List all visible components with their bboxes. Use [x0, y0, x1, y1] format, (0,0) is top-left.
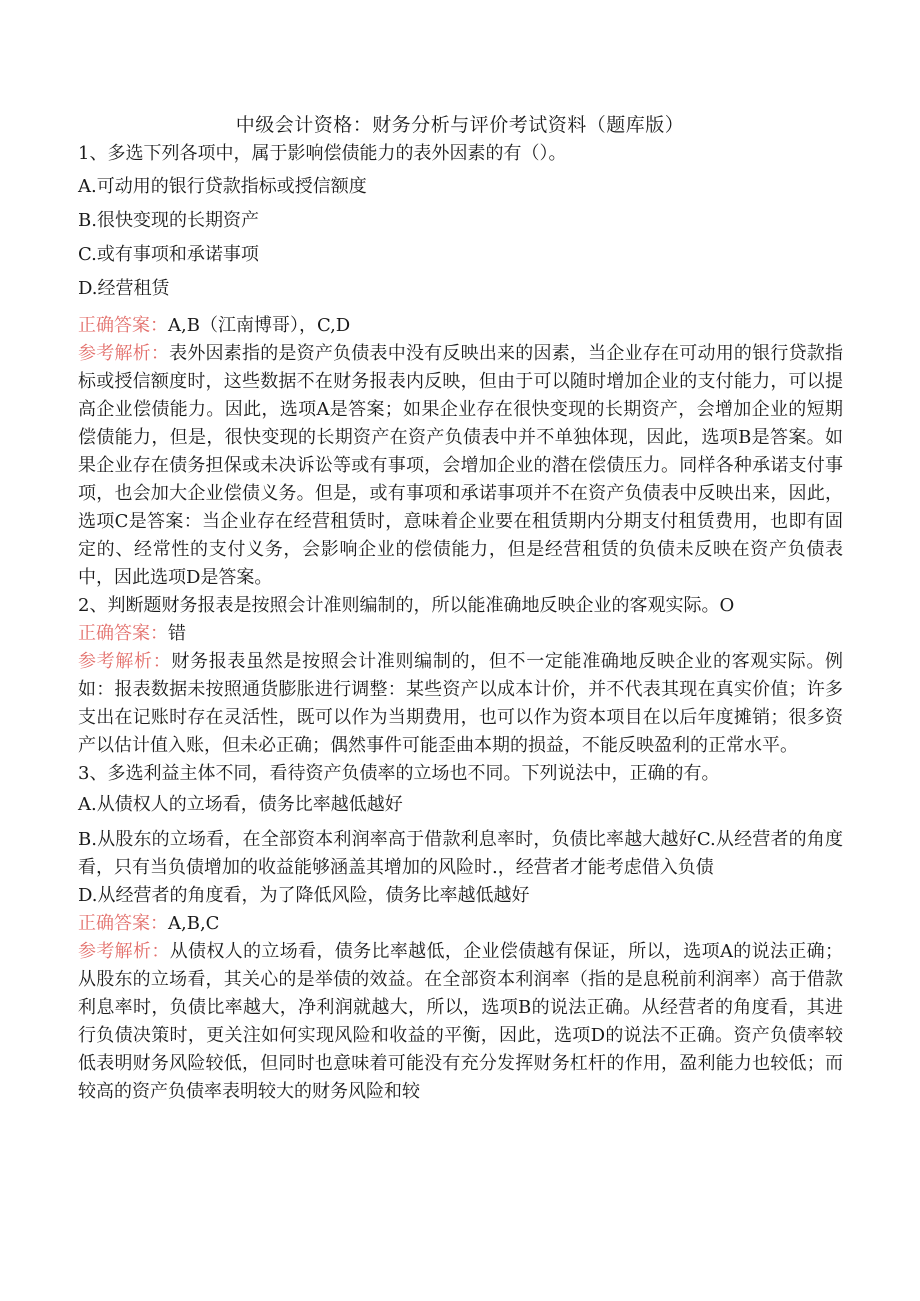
- question-1-option-b: B.很快变现的长期资产: [78, 210, 259, 231]
- explanation-label: 参考解析：: [78, 343, 170, 364]
- question-3-stem: 3、多选利益主体不同，看待资产负债率的立场也不同。下列说法中，正确的有。: [78, 763, 720, 784]
- explanation-label: 参考解析：: [78, 651, 172, 672]
- explanation-label: 参考解析：: [78, 941, 170, 962]
- document-body: [78, 140, 843, 1106]
- question-3-answer: [78, 910, 843, 938]
- explanation-text: 财务报表虽然是按照会计准则编制的，但不一定能准确地反映企业的客观实际。例如：报表数据未按照通货膨胀进行调整：某些资产以成本计价，并不代表其现在真实价值；许多支出在记账时存在灵活性，既可以作为当期费用，也可以作为资本项目在以后年度摊销；很多资产以估计值入账，但未必正确；偶然事件可能歪曲本期的损益，不能反映盈利的正常水平。: [78, 651, 843, 756]
- answer-label: 正确答案：: [78, 315, 168, 336]
- answer-value: 错: [168, 623, 186, 644]
- answer-label: 正确答案：: [78, 913, 168, 934]
- question-1-option-a: A.可动用的银行贷款指标或授信额度: [78, 176, 367, 197]
- question-1-answer: [78, 312, 843, 340]
- explanation-text: 表外因素指的是资产负债表中没有反映出来的因素，当企业存在可动用的银行贷款指标或授信额度时，这些数据不在财务报表内反映，但由于可以随时增加企业的支付能力，可以提高企业偿债能力。因此，选项A是答案；如果企业存在很快变现的长期资产，会增加企业的短期偿债能力，但是，很快变现的长期资产在资产负债表中并不单独体现，因此，选项B是答案。如果企业存在债务担保或未决诉讼等或有事项，会增加企业的潜在偿债压力。同样各种承诺支付事项，也会加大企业偿债义务。但是，或有事项和承诺事项并不在资产负债表中反映出来，因此，选项C是答案：当企业存在经营租赁时，意味着企业要在租赁期内分期支付租赁费用，也即有固定的、经常性的支付义务，会影响企业的偿债能力，但是经营租赁的负债未反映在资产负债表中，因此选项D是答案。: [78, 343, 844, 588]
- answer-label: 正确答案：: [78, 623, 168, 644]
- question-1-option-d: D.经营租赁: [78, 278, 170, 299]
- question-1-explanation: [78, 340, 843, 592]
- question-2-stem: 2、判断题财务报表是按照会计准则编制的，所以能准确地反映企业的客观实际。O: [78, 595, 735, 616]
- question-3-option-a: A.从债权人的立场看，债务比率越低越好: [78, 794, 403, 815]
- question-3-option-d: D.从经营者的角度看，为了降低风险，债务比率越低越好: [78, 885, 530, 906]
- document-title: 中级会计资格：财务分析与评价考试资料（题库版）: [235, 114, 685, 136]
- question-1-stem: 1、多选下列各项中，属于影响偿债能力的表外因素的有（）。: [78, 143, 567, 164]
- question-3-option-bc: B.从股东的立场看，在全部资本利润率高于借款利息率时，负债比率越大越好C.从经营者的角度看，只有当负债增加的收益能够涵盖其增加的风险时.，经营者才能考虑借入负债: [78, 829, 843, 878]
- question-1-option-c: C.或有事项和承诺事项: [78, 244, 259, 265]
- question-3-explanation: [78, 938, 843, 1106]
- question-2-explanation: [78, 648, 843, 760]
- question-2-answer: [78, 620, 843, 648]
- answer-value: A,B,C: [168, 913, 220, 934]
- explanation-text: 从债权人的立场看，债务比率越低，企业偿债越有保证，所以，选项A的说法正确；从股东的立场看，其关心的是举债的效益。在全部资本利润率（指的是息税前利润率）高于借款利息率时，负债比率越大，净利润就越大，所以，选项B的说法正确。从经营者的角度看，其进行负债决策时，更关注如何实现风险和收益的平衡，因此，选项D的说法不正确。资产负债率较低表明财务风险较低，但同时也意味着可能没有充分发挥财务杠杆的作用，盈利能力也较低；而较高的资产负债率表明较大的财务风险和较: [78, 941, 844, 1102]
- answer-value: A,B（江南博哥），C,D: [168, 315, 351, 336]
